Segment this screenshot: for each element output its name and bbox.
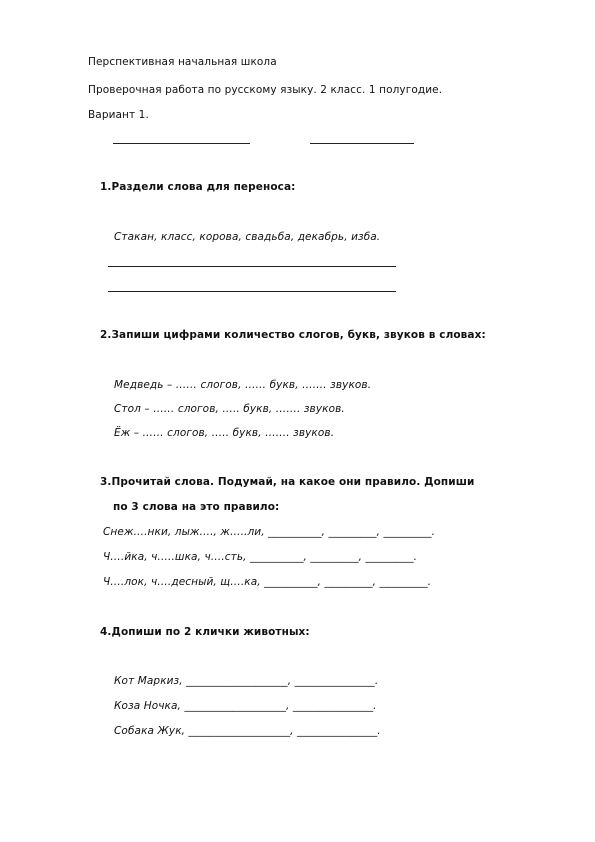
variant-label: Вариант 1. — [88, 109, 149, 121]
task3-heading: 3.Прочитай слова. Подумай, на какое они правило. Допиши — [100, 476, 475, 488]
school-name: Перспективная начальная школа — [88, 56, 277, 68]
task2-row-medved: Медведь – …… слогов, …… букв, ……. звуков. — [114, 379, 372, 391]
task3-row-1: Снеж….нки, лыж…., ж…..ли, __________, _________, _________. — [103, 526, 436, 538]
task3-heading-cont: по 3 слова на это правило: — [113, 501, 280, 513]
task2-row-ezh: Ёж – …… слогов, ….. букв, ……. звуков. — [114, 427, 335, 439]
worksheet-title: Проверочная работа по русскому языку. 2 класс. 1 полугодие. — [88, 84, 443, 96]
task2-heading: 2.Запиши цифрами количество слогов, букв, звуков в словах: — [100, 329, 486, 341]
task1-heading: 1.Раздели слова для переноса: — [100, 181, 296, 193]
task1-words: Стакан, класс, корова, свадьба, декабрь, изба. — [114, 231, 381, 243]
task3-row-2: Ч….йка, ч…..шка, ч….сть, __________, _________, _________. — [103, 551, 418, 563]
task4-row-cat: Кот Маркиз, ___________________, _______________. — [114, 675, 379, 687]
task4-heading: 4.Допиши по 2 клички животных: — [100, 626, 310, 638]
task1-answer-line[interactable] — [108, 291, 396, 292]
task4-row-dog: Собака Жук, ___________________, _______________. — [114, 725, 381, 737]
task1-answer-line[interactable] — [108, 266, 396, 267]
name-blank-line[interactable] — [113, 143, 250, 144]
task4-row-goat: Коза Ночка, ___________________, _______________. — [114, 700, 377, 712]
task3-row-3: Ч….лок, ч….десный, щ….ка, __________, _________, _________. — [103, 576, 432, 588]
task2-row-stol: Стол – …… слогов, ….. букв, ……. звуков. — [114, 403, 345, 415]
class-blank-line[interactable] — [310, 143, 414, 144]
